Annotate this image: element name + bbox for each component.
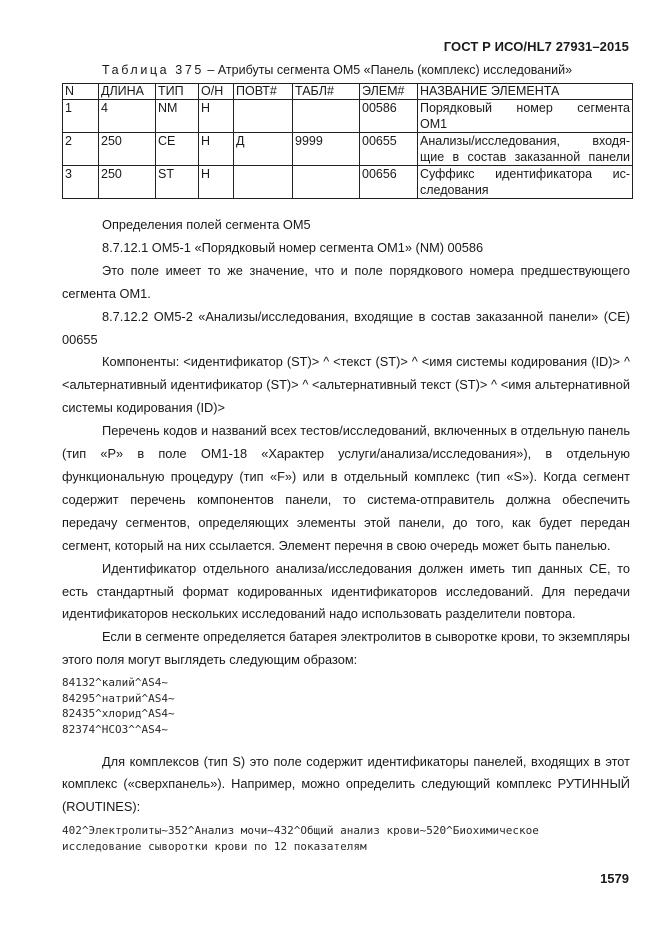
- cell-n: 1: [63, 100, 99, 133]
- col-header-optionality: О/Н: [199, 84, 234, 100]
- paragraph: Для комплексов (тип S) это поле содержит идентификаторы панелей, входящих в этот комплекс («сверхпанель»). Например, можно определить следующий комплекс РУТИННЫЙ (ROUTINES):: [62, 753, 630, 815]
- table-caption: [102, 63, 572, 77]
- col-header-repeat: ПОВТ#: [234, 84, 293, 100]
- code-line: 84295^натрий^AS4~: [62, 691, 175, 705]
- cell-repeat: [234, 100, 293, 133]
- field-heading: 8.7.12.2 ОМ5-2 «Анализы/исследования, входящие в состав заказанной панели» (CE) 00655: [62, 308, 630, 347]
- table-row: [63, 133, 633, 166]
- cell-type: NM: [156, 100, 199, 133]
- code-line: 84132^калий^AS4~: [62, 676, 168, 690]
- cell-length: 250: [99, 133, 156, 166]
- table-row: [63, 100, 633, 133]
- col-header-type: ТИП: [156, 84, 199, 100]
- cell-table: 9999: [293, 133, 360, 166]
- cell-type: CE: [156, 133, 199, 166]
- cell-n: 2: [63, 133, 99, 166]
- col-header-element: ЭЛЕМ#: [360, 84, 418, 100]
- table-caption-title: – Атрибуты сегмента ОМ5 «Панель (комплекс) исследований»: [203, 63, 573, 77]
- paragraph: Компоненты: <идентификатор (ST)> ^ <текст (ST)> ^ <имя системы кодирования (ID)> ^ <альтернативный идентификатор (ST)> ^ <альтернативный текст (ST)> ^ <имя альтернативной системы кодирования (ID)>: [62, 354, 630, 416]
- cell-element-name-line2: щие в состав заказанной панели: [420, 150, 630, 164]
- code-line: 82435^хлорид^AS4~: [62, 707, 175, 721]
- cell-repeat: [234, 166, 293, 199]
- section-heading: Определения полей сегмента ОМ5: [102, 217, 311, 232]
- table-caption-label: Таблица 375: [102, 63, 204, 77]
- document-body: [62, 214, 630, 854]
- paragraph: Это поле имеет то же значение, что и поле порядкового номера предшествующего сегмента ОМ1.: [62, 262, 630, 301]
- col-header-n: N: [63, 84, 99, 100]
- cell-element-name-line1: Анализы/исследования, входя-: [420, 134, 630, 148]
- cell-element-name: [418, 166, 633, 199]
- paragraph: Перечень кодов и названий всех тестов/исследований, включенных в отдельную панель (тип «P» в поле ОМ1-18 «Характер услуги/анализа/исследования»), в отдельную функциональную процедуру (тип «F») или в отдельный комплекс (тип «S»). Когда сегмент содержит перечень компонентов панели, то система-отправитель должна обеспечить передачу сегментов, определяющих элементы этой панели, до того, как будет передан сегмент, который на них ссылается. Элемент перечня в свою очередь может быть панелью.: [62, 423, 630, 553]
- code-line: 82374^HCO3^^AS4~: [62, 722, 168, 736]
- code-line: 402^Электролиты~352^Анализ мочи~432^Общий анализ крови~520^Биохимическое: [62, 824, 539, 838]
- paragraph: Идентификатор отдельного анализа/исследования должен иметь тип данных CE, то есть стандартный формат кодированных идентификаторов исследований. Для передачи идентификаторов нескольких исследований надо использовать разделители повтора.: [62, 560, 630, 622]
- cell-element-name-line2: ОМ1: [420, 117, 448, 131]
- cell-repeat: Д: [234, 133, 293, 166]
- page-number: 1579: [600, 871, 629, 886]
- cell-element: 00655: [360, 133, 418, 166]
- document-header: ГОСТ Р ИСО/HL7 27931–2015: [443, 39, 629, 54]
- cell-optionality: Н: [199, 100, 234, 133]
- cell-element-name-line1: Суффикс идентификатора ис-: [420, 167, 630, 181]
- cell-element: 00656: [360, 166, 418, 199]
- cell-element: 00586: [360, 100, 418, 133]
- paragraph: Если в сегменте определяется батарея электролитов в сыворотке крови, то экземпляры этого поля могут выглядеть следующим образом:: [62, 629, 630, 668]
- cell-type: ST: [156, 166, 199, 199]
- cell-length: 250: [99, 166, 156, 199]
- col-header-element-name: НАЗВАНИЕ ЭЛЕМЕНТА: [418, 84, 633, 100]
- col-header-length: ДЛИНА: [99, 84, 156, 100]
- segment-attributes-table: [62, 83, 633, 199]
- field-heading: 8.7.12.1 ОМ5-1 «Порядковый номер сегмента ОМ1» (NM) 00586: [102, 239, 484, 255]
- cell-table: [293, 166, 360, 199]
- col-header-table: ТАБЛ#: [293, 84, 360, 100]
- code-line: исследование сыворотки крови по 12 показателям: [62, 839, 367, 853]
- cell-length: 4: [99, 100, 156, 133]
- cell-optionality: Н: [199, 133, 234, 166]
- cell-table: [293, 100, 360, 133]
- cell-n: 3: [63, 166, 99, 199]
- cell-element-name: [418, 133, 633, 166]
- cell-optionality: Н: [199, 166, 234, 199]
- cell-element-name-line1: Порядковый номер сегмента: [420, 101, 630, 115]
- table-row: [63, 166, 633, 199]
- cell-element-name-line2: следования: [420, 183, 489, 197]
- cell-element-name: [418, 100, 633, 133]
- table-header-row: [63, 84, 633, 100]
